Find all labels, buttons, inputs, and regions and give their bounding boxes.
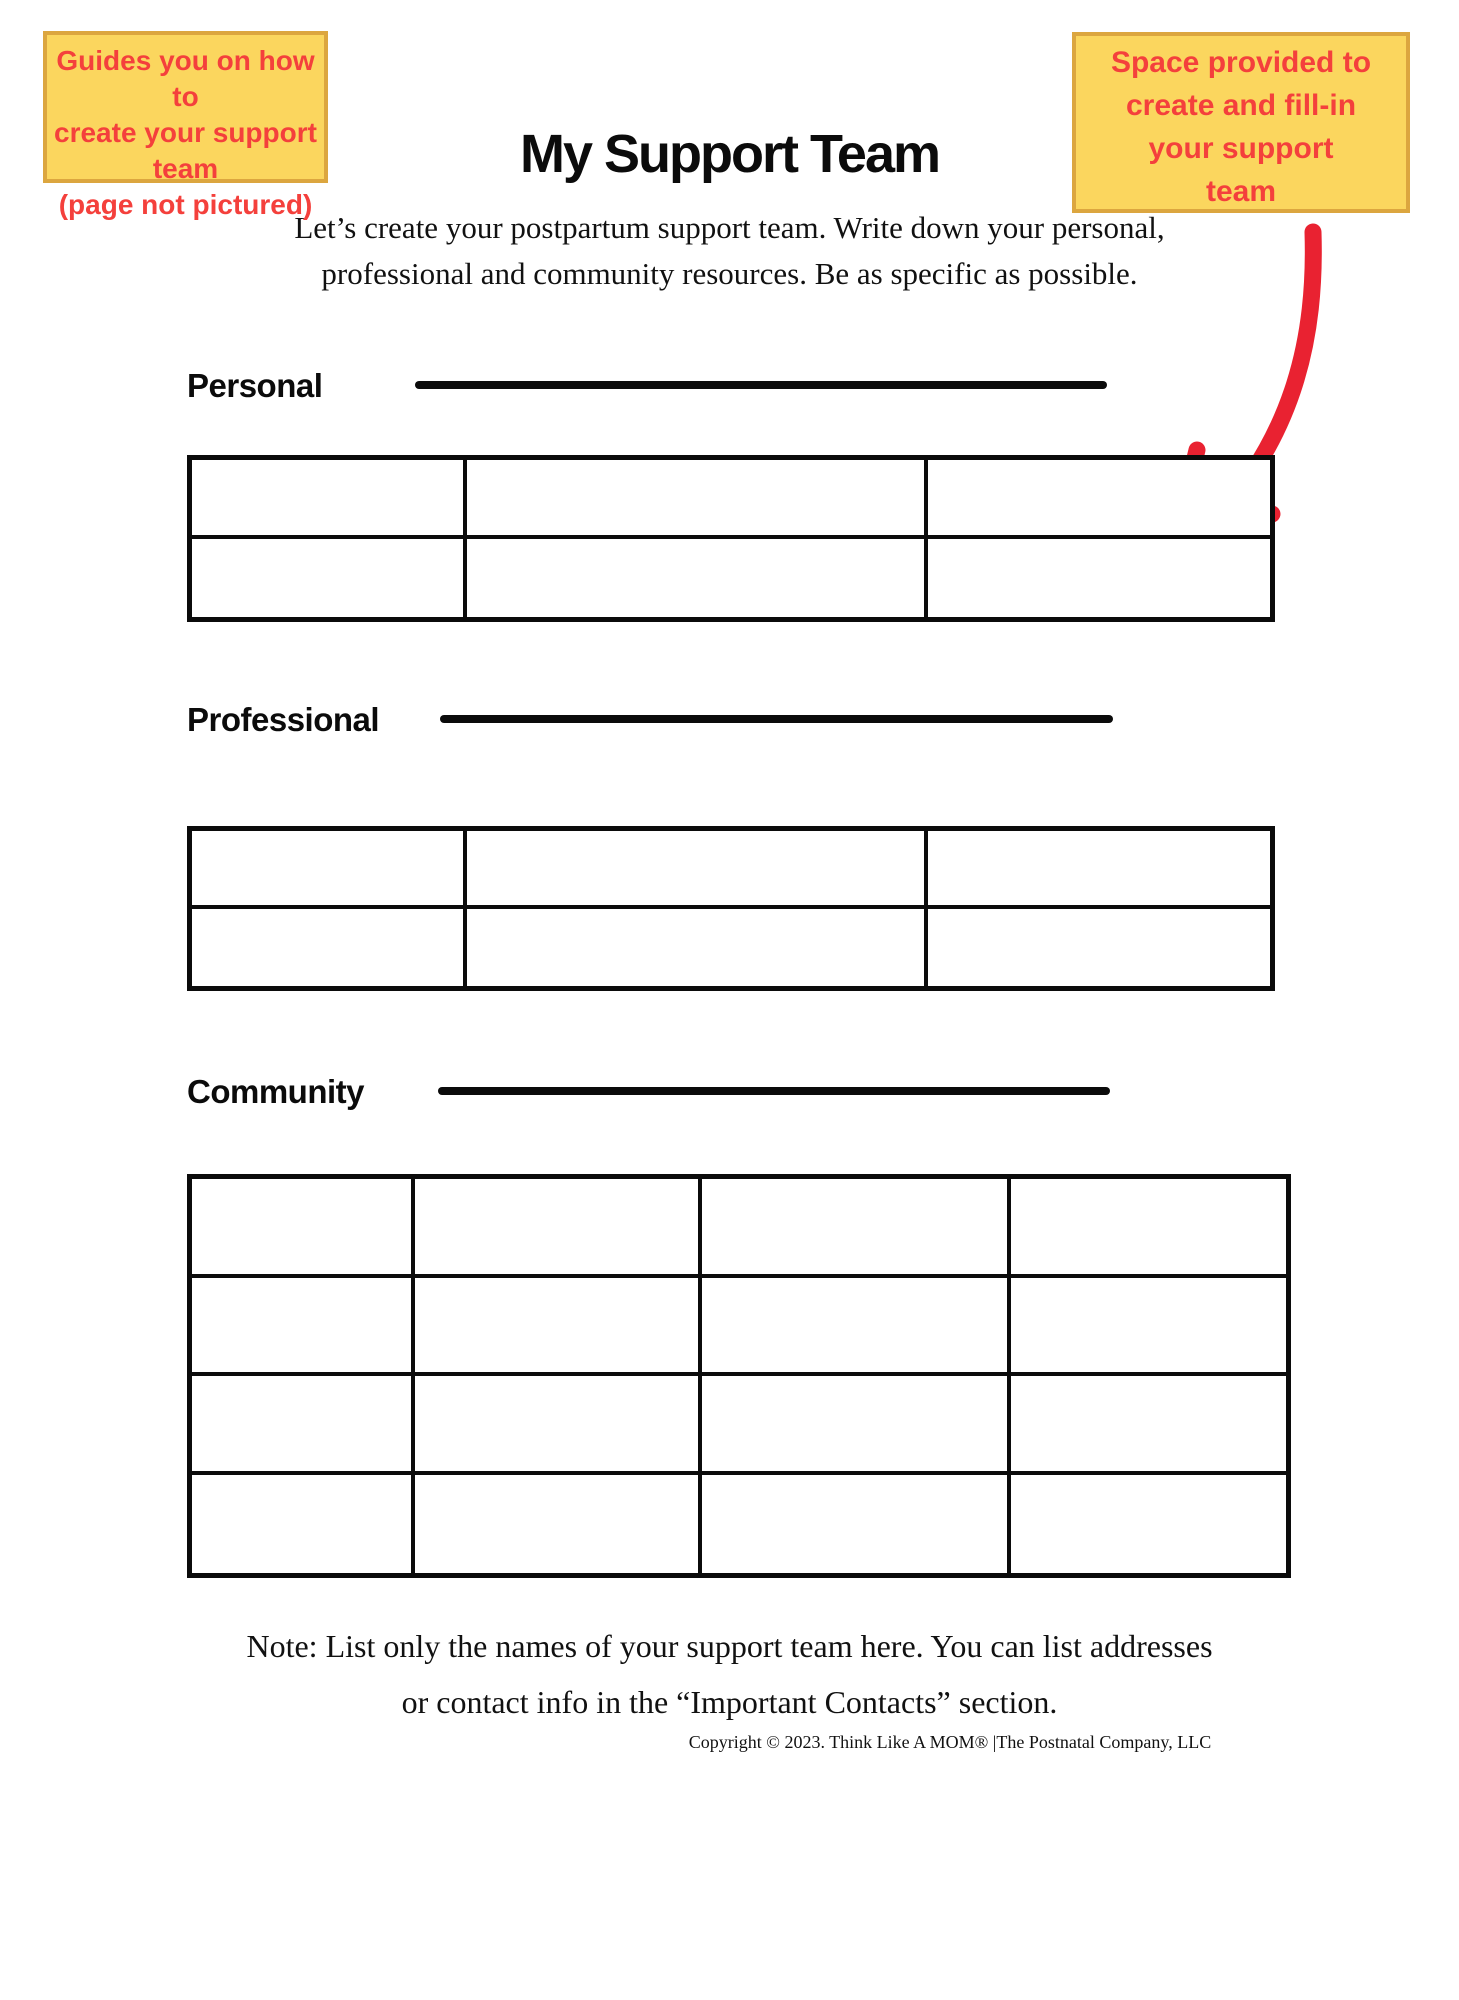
personal-cell-r1c1[interactable] <box>192 460 467 539</box>
section-label-personal: Personal <box>187 367 323 404</box>
community-cell-r1c3[interactable] <box>702 1179 1010 1278</box>
professional-table <box>187 826 1275 991</box>
community-cell-r3c2[interactable] <box>415 1376 702 1475</box>
community-cell-r1c1[interactable] <box>192 1179 415 1278</box>
community-cell-r2c1[interactable] <box>192 1278 415 1377</box>
callout-guides-text: Guides you on how to create your support team (page not pictured) <box>54 45 317 220</box>
professional-cell-r1c1[interactable] <box>192 831 467 909</box>
professional-cell-r2c1[interactable] <box>192 909 467 987</box>
copyright-text: Copyright © 2023. Think Like A MOM® |The Postnatal Company, LLC <box>688 1732 1212 1752</box>
professional-cell-r2c3[interactable] <box>928 909 1270 987</box>
personal-cell-r1c3[interactable] <box>928 460 1270 539</box>
professional-cell-r1c3[interactable] <box>928 831 1270 909</box>
instructions-text: Let’s create your postpartum support team. Write down your personal, professional and community resources. Be as specific as possible. <box>294 210 1165 291</box>
section-divider-line-professional <box>440 715 1113 723</box>
section-label-professional: Professional <box>187 701 380 738</box>
section-divider-line-community <box>438 1087 1110 1095</box>
community-cell-r1c4[interactable] <box>1011 1179 1286 1278</box>
community-cell-r2c3[interactable] <box>702 1278 1010 1377</box>
callout-space-note <box>1072 32 1410 213</box>
community-cell-r2c4[interactable] <box>1011 1278 1286 1377</box>
personal-cell-r2c2[interactable] <box>467 539 928 618</box>
professional-cell-r1c2[interactable] <box>467 831 928 909</box>
page-title: My Support Team <box>519 124 940 184</box>
community-table <box>187 1174 1291 1578</box>
community-cell-r4c4[interactable] <box>1011 1475 1286 1574</box>
personal-cell-r1c2[interactable] <box>467 460 928 539</box>
community-cell-r4c2[interactable] <box>415 1475 702 1574</box>
community-cell-r4c1[interactable] <box>192 1475 415 1574</box>
community-cell-r1c2[interactable] <box>415 1179 702 1278</box>
professional-cell-r2c2[interactable] <box>467 909 928 987</box>
section-label-community: Community <box>187 1073 364 1110</box>
callout-space-text: Space provided to create and fill-in your support team <box>1110 46 1372 208</box>
community-cell-r3c4[interactable] <box>1011 1376 1286 1475</box>
note-text: Note: List only the names of your support team here. You can list addresses or contact info in the “Important Contacts” section. <box>246 1628 1213 1720</box>
personal-cell-r2c1[interactable] <box>192 539 467 618</box>
community-cell-r4c3[interactable] <box>702 1475 1010 1574</box>
personal-table <box>187 455 1275 622</box>
community-cell-r3c3[interactable] <box>702 1376 1010 1475</box>
community-cell-r3c1[interactable] <box>192 1376 415 1475</box>
section-divider-line-personal <box>415 381 1107 389</box>
personal-cell-r2c3[interactable] <box>928 539 1270 618</box>
community-cell-r2c2[interactable] <box>415 1278 702 1377</box>
